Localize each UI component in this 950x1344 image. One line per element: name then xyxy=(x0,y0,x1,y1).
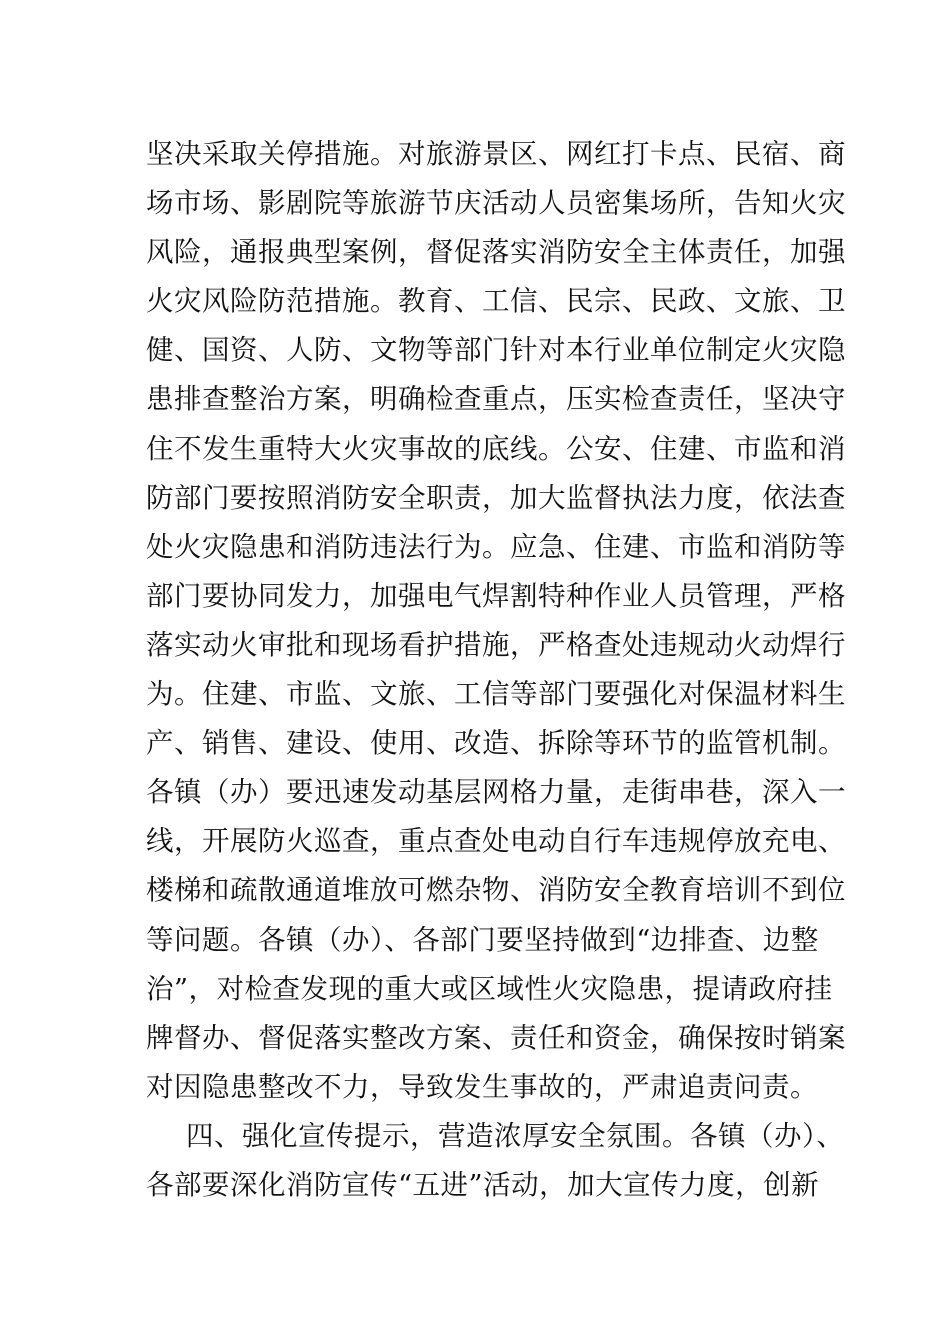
text-line: 风险，通报典型案例，督促落实消防安全主体责任，加强 xyxy=(146,236,846,269)
body-text xyxy=(146,130,846,1210)
text-line: 场市场、影剧院等旅游节庆活动人员密集场所，告知火灾 xyxy=(146,187,846,220)
text-line: 等问题。各镇（办）、各部门要坚持做到“边排查、边整 xyxy=(146,923,819,956)
text-line: 对因隐患整改不力，导致发生事故的，严肃追责问责。 xyxy=(146,1070,818,1103)
text-line: 产、销售、建设、使用、改造、拆除等环节的监管机制。 xyxy=(146,727,846,760)
text-line: 为。住建、市监、文旅、工信等部门要强化对保温材料生 xyxy=(146,678,846,711)
section-heading-line: 四、强化宣传提示，营造浓厚安全氛围。各镇（办）、 xyxy=(186,1119,845,1152)
text-line: 各镇（办）要迅速发动基层网格力量，走街串巷，深入一 xyxy=(146,776,846,809)
text-line: 防部门要按照消防安全职责，加大监督执法力度，依法查 xyxy=(146,481,846,514)
text-line: 住不发生重特大火灾事故的底线。公安、住建、市监和消 xyxy=(146,432,846,465)
text-line: 坚决采取关停措施。对旅游景区、网红打卡点、民宿、商 xyxy=(146,138,846,170)
text-line: 线，开展防火巡查，重点查处电动自行车违规停放充电、 xyxy=(146,825,846,858)
text-line: 各部要深化消防宣传“五进”活动，加大宣传力度，创新 xyxy=(146,1168,820,1201)
text-line: 楼梯和疏散通道堆放可燃杂物、消防安全教育培训不到位 xyxy=(146,874,846,907)
text-line: 落实动火审批和现场看护措施，严格查处违规动火动焊行 xyxy=(146,628,846,661)
text-line: 处火灾隐患和消防违法行为。应急、住建、市监和消防等 xyxy=(146,530,846,563)
text-line: 健、国资、人防、文物等部门针对本行业单位制定火灾隐 xyxy=(146,334,846,367)
text-line: 火灾风险防范措施。教育、工信、民宗、民政、文旅、卫 xyxy=(146,285,846,318)
text-line: 治”，对检查发现的重大或区域性火灾隐患，提请政府挂 xyxy=(146,972,833,1005)
text-line: 部门要协同发力，加强电气焊割特种作业人员管理，严格 xyxy=(146,579,846,612)
text-line: 牌督办、督促落实整改方案、责任和资金，确保按时销案 xyxy=(146,1021,846,1054)
text-line: 患排查整治方案，明确检查重点，压实检查责任，坚决守 xyxy=(146,383,846,416)
